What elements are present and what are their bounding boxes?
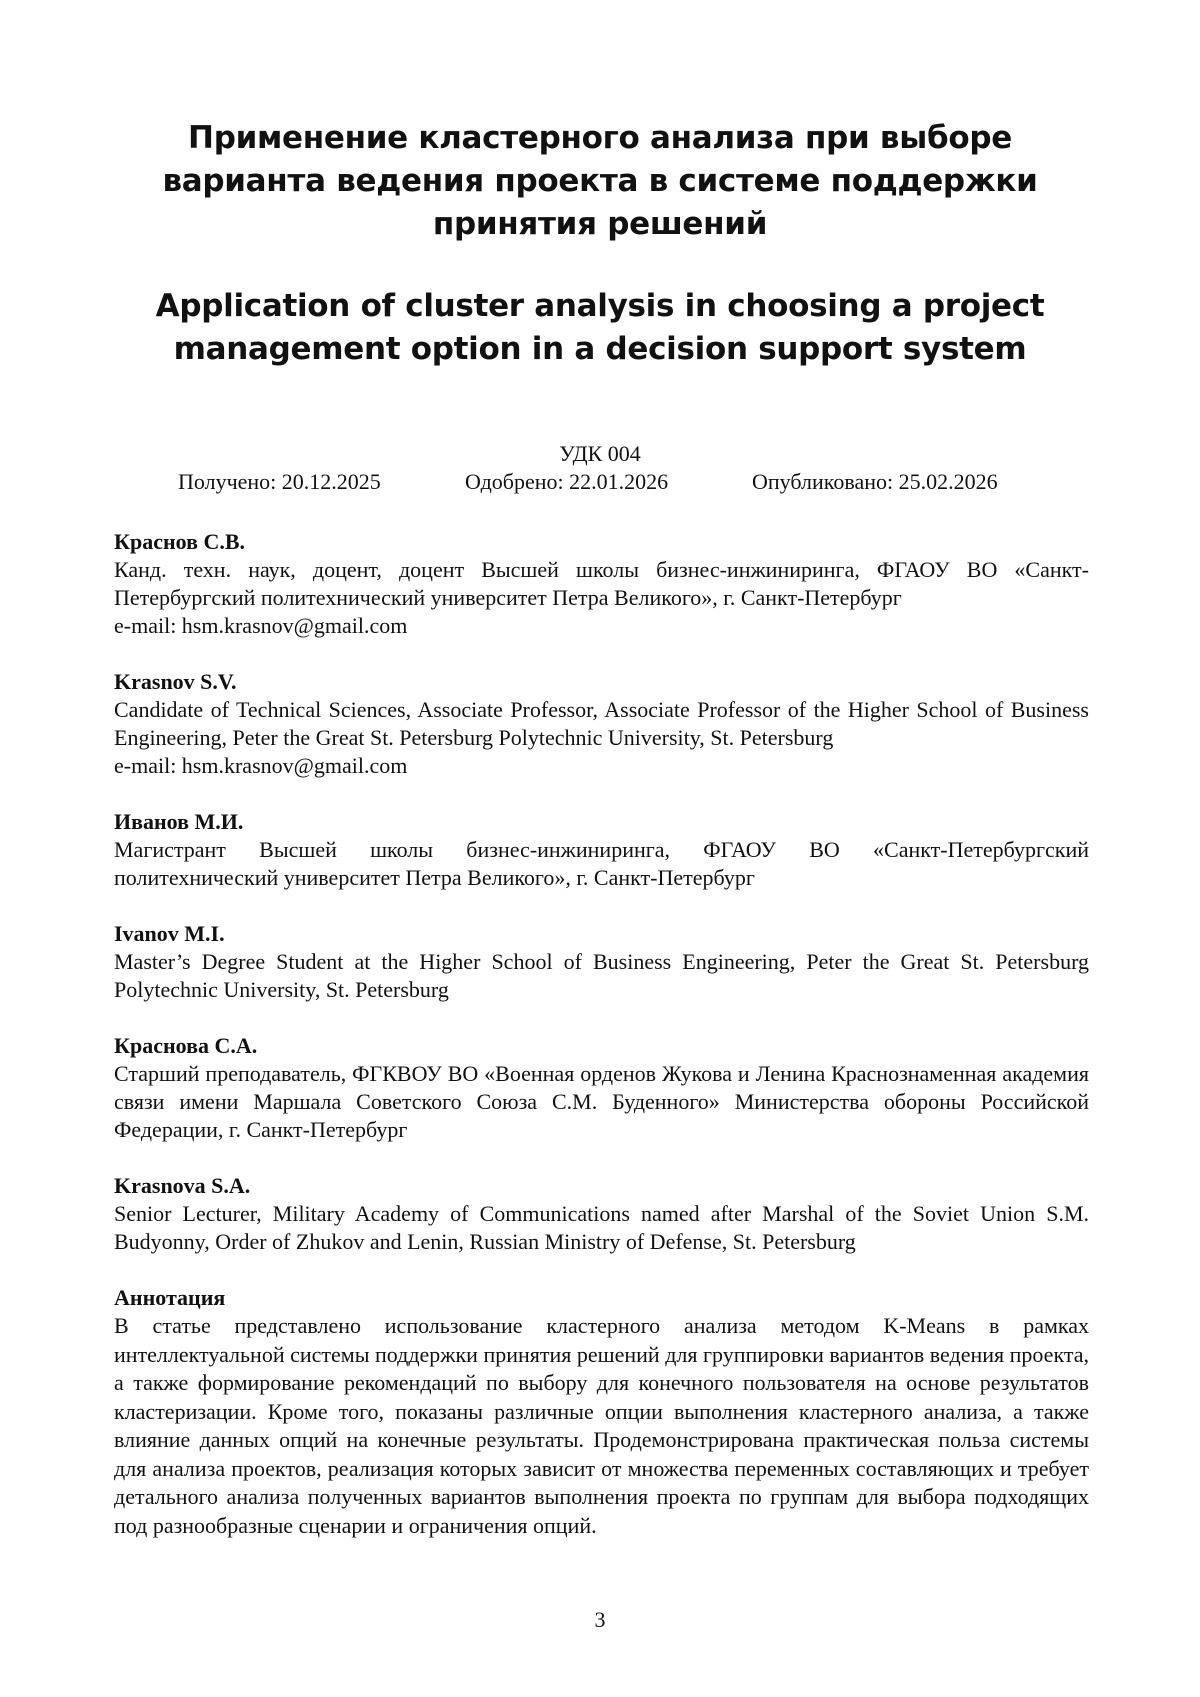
article-meta xyxy=(0,440,1200,496)
author-affiliation: Senior Lecturer, Military Academy of Communications named after Marshal of the Soviet Union S.M. Budyonny, Order of Zhukov and Lenin, Russian Ministry of Defense, St. Petersburg xyxy=(114,1201,1089,1254)
author-name: Иванов М.И. xyxy=(114,809,244,834)
author-name: Краснов С.В. xyxy=(114,529,246,554)
received-date: Получено: 20.12.2025 xyxy=(178,469,381,494)
author-affiliation: Candidate of Technical Sciences, Associate Professor, Associate Professor of the Higher School of Business Engineering, Peter the Great St. Petersburg Polytechnic University, St. Petersburg xyxy=(114,697,1089,750)
author-block xyxy=(114,808,1089,892)
author-block xyxy=(114,528,1089,640)
author-block xyxy=(114,920,1089,1004)
author-block xyxy=(114,668,1089,780)
author-affiliation: Канд. техн. наук, доцент, доцент Высшей школы бизнес-инжиниринга, ФГАОУ ВО «Санкт-Петербургский политехнический университет Петра Великого», г. Санкт-Петербург xyxy=(114,557,1089,610)
udk-code: УДК 004 xyxy=(559,441,641,466)
author-affiliation: Master’s Degree Student at the Higher School of Business Engineering, Peter the Great St. Petersburg Polytechnic University, St. Petersburg xyxy=(114,949,1089,1002)
author-name: Ivanov M.I. xyxy=(114,921,225,946)
author-block xyxy=(114,1032,1089,1144)
publication-dates xyxy=(0,468,1200,496)
author-name: Краснова С.А. xyxy=(114,1033,258,1058)
page-number: 3 xyxy=(594,1607,606,1632)
article-body xyxy=(114,528,1089,1568)
annotation-text: В статье представлено использование кластерного анализа методом K-Means в рамках интеллектуальной системы поддержки принятия решений для группировки вариантов ведения проекта, а также формирование рекомендаций по выбору для конечного пользователя на основе результатов кластеризации. Кроме того, показаны различные опции выполнения кластерного анализа, а также влияние данных опций на конечные результаты. Продемонстрирована практическая польза системы для анализа проектов, реализация которых зависит от множества переменных составляющих и требует детального анализа полученных вариантов выполнения проекта по группам для выбора подходящих под разнообразные сценарии и ограничения опций. xyxy=(114,1313,1089,1538)
title-russian: Применение кластерного анализа при выборе варианта ведения проекта в системе поддержки принятия решений xyxy=(162,120,1038,242)
author-email: e-mail: hsm.krasnov@gmail.com xyxy=(114,613,408,638)
author-block xyxy=(114,1172,1089,1256)
annotation-heading: Аннотация xyxy=(114,1285,226,1310)
approved-date: Одобрено: 22.01.2026 xyxy=(465,469,669,494)
author-name: Krasnova S.A. xyxy=(114,1173,251,1198)
published-date: Опубликовано: 25.02.2026 xyxy=(752,469,998,494)
annotation-section xyxy=(114,1284,1089,1540)
author-affiliation: Магистрант Высшей школы бизнес-инжиниринга, ФГАОУ ВО «Санкт-Петербургский политехнический университет Петра Великого», г. Санкт-Петербург xyxy=(114,837,1089,890)
author-affiliation: Старший преподаватель, ФГКВОУ ВО «Военная орденов Жукова и Ленина Краснознаменная академия связи имени Маршала Советского Союза С.М. Буденного» Министерства обороны Российской Федерации, г. Санкт-Петербург xyxy=(114,1061,1089,1142)
author-email: e-mail: hsm.krasnov@gmail.com xyxy=(114,753,408,778)
author-name: Krasnov S.V. xyxy=(114,669,237,694)
title-english: Application of cluster analysis in choosing a project management option in a decision support system xyxy=(155,288,1045,367)
